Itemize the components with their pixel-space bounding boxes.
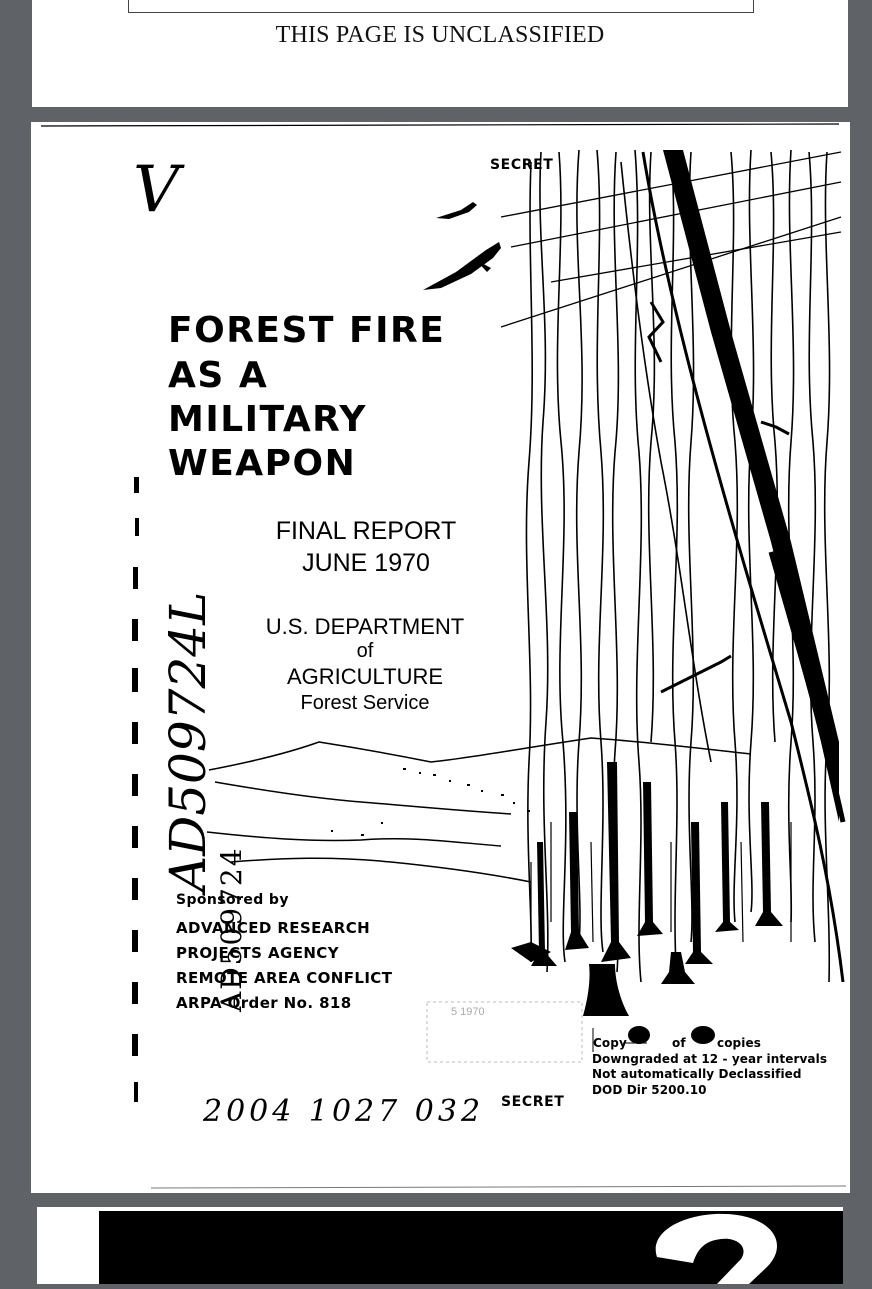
- previous-page-frame: [128, 0, 754, 13]
- downgrade-line-1: Downgraded at 12 - year intervals: [592, 1052, 828, 1066]
- cover-page: [31, 122, 850, 1193]
- classification-top: SECRET: [490, 157, 554, 173]
- faint-stamp: 5 1970: [451, 1006, 485, 1018]
- previous-page: [32, 0, 848, 107]
- copy-of: of: [672, 1036, 686, 1050]
- report-date: JUNE 1970: [302, 549, 430, 577]
- sponsor-line-5: ARPA Order No. 818: [176, 994, 352, 1012]
- title-line-1: FOREST FIRE: [168, 310, 446, 351]
- stamp-number: AD509724: [215, 846, 248, 1012]
- next-page: [37, 1207, 843, 1284]
- department-line-1: U.S. DEPARTMENT: [265, 614, 465, 639]
- title-line-2: AS A: [168, 355, 269, 396]
- report-type: FINAL REPORT: [275, 517, 457, 545]
- department-line-2: of: [356, 640, 374, 662]
- title-line-4: WEAPON: [168, 443, 357, 484]
- airplane-icon: [423, 202, 501, 290]
- handwritten-number: AD509724L: [159, 591, 217, 892]
- title-line-3: MILITARY: [168, 399, 367, 440]
- unclassified-footer: THIS PAGE IS UNCLASSIFIED: [275, 22, 605, 48]
- sponsor-line-3: PROJECTS AGENCY: [176, 944, 339, 962]
- sponsor-line-2: ADVANCED RESEARCH: [176, 919, 371, 937]
- handwritten-accession: 2004 1027 032: [203, 1094, 485, 1129]
- next-page-preview: [37, 1207, 843, 1284]
- downgrade-line-2: Not automatically Declassified: [592, 1067, 802, 1081]
- sponsor-line-1: Sponsored by: [176, 892, 289, 908]
- department-line-3: AGRICULTURE: [286, 664, 444, 689]
- downgrade-line-3: DOD Dir 5200.10: [592, 1083, 707, 1097]
- handwritten-mark: V: [133, 153, 180, 227]
- copies-label: copies: [717, 1036, 761, 1050]
- classification-bottom: SECRET: [501, 1094, 565, 1110]
- sponsor-line-4: REMOTE AREA CONFLICT: [176, 969, 393, 987]
- copy-label: Copy: [593, 1036, 627, 1050]
- forest-service: Forest Service: [300, 692, 430, 714]
